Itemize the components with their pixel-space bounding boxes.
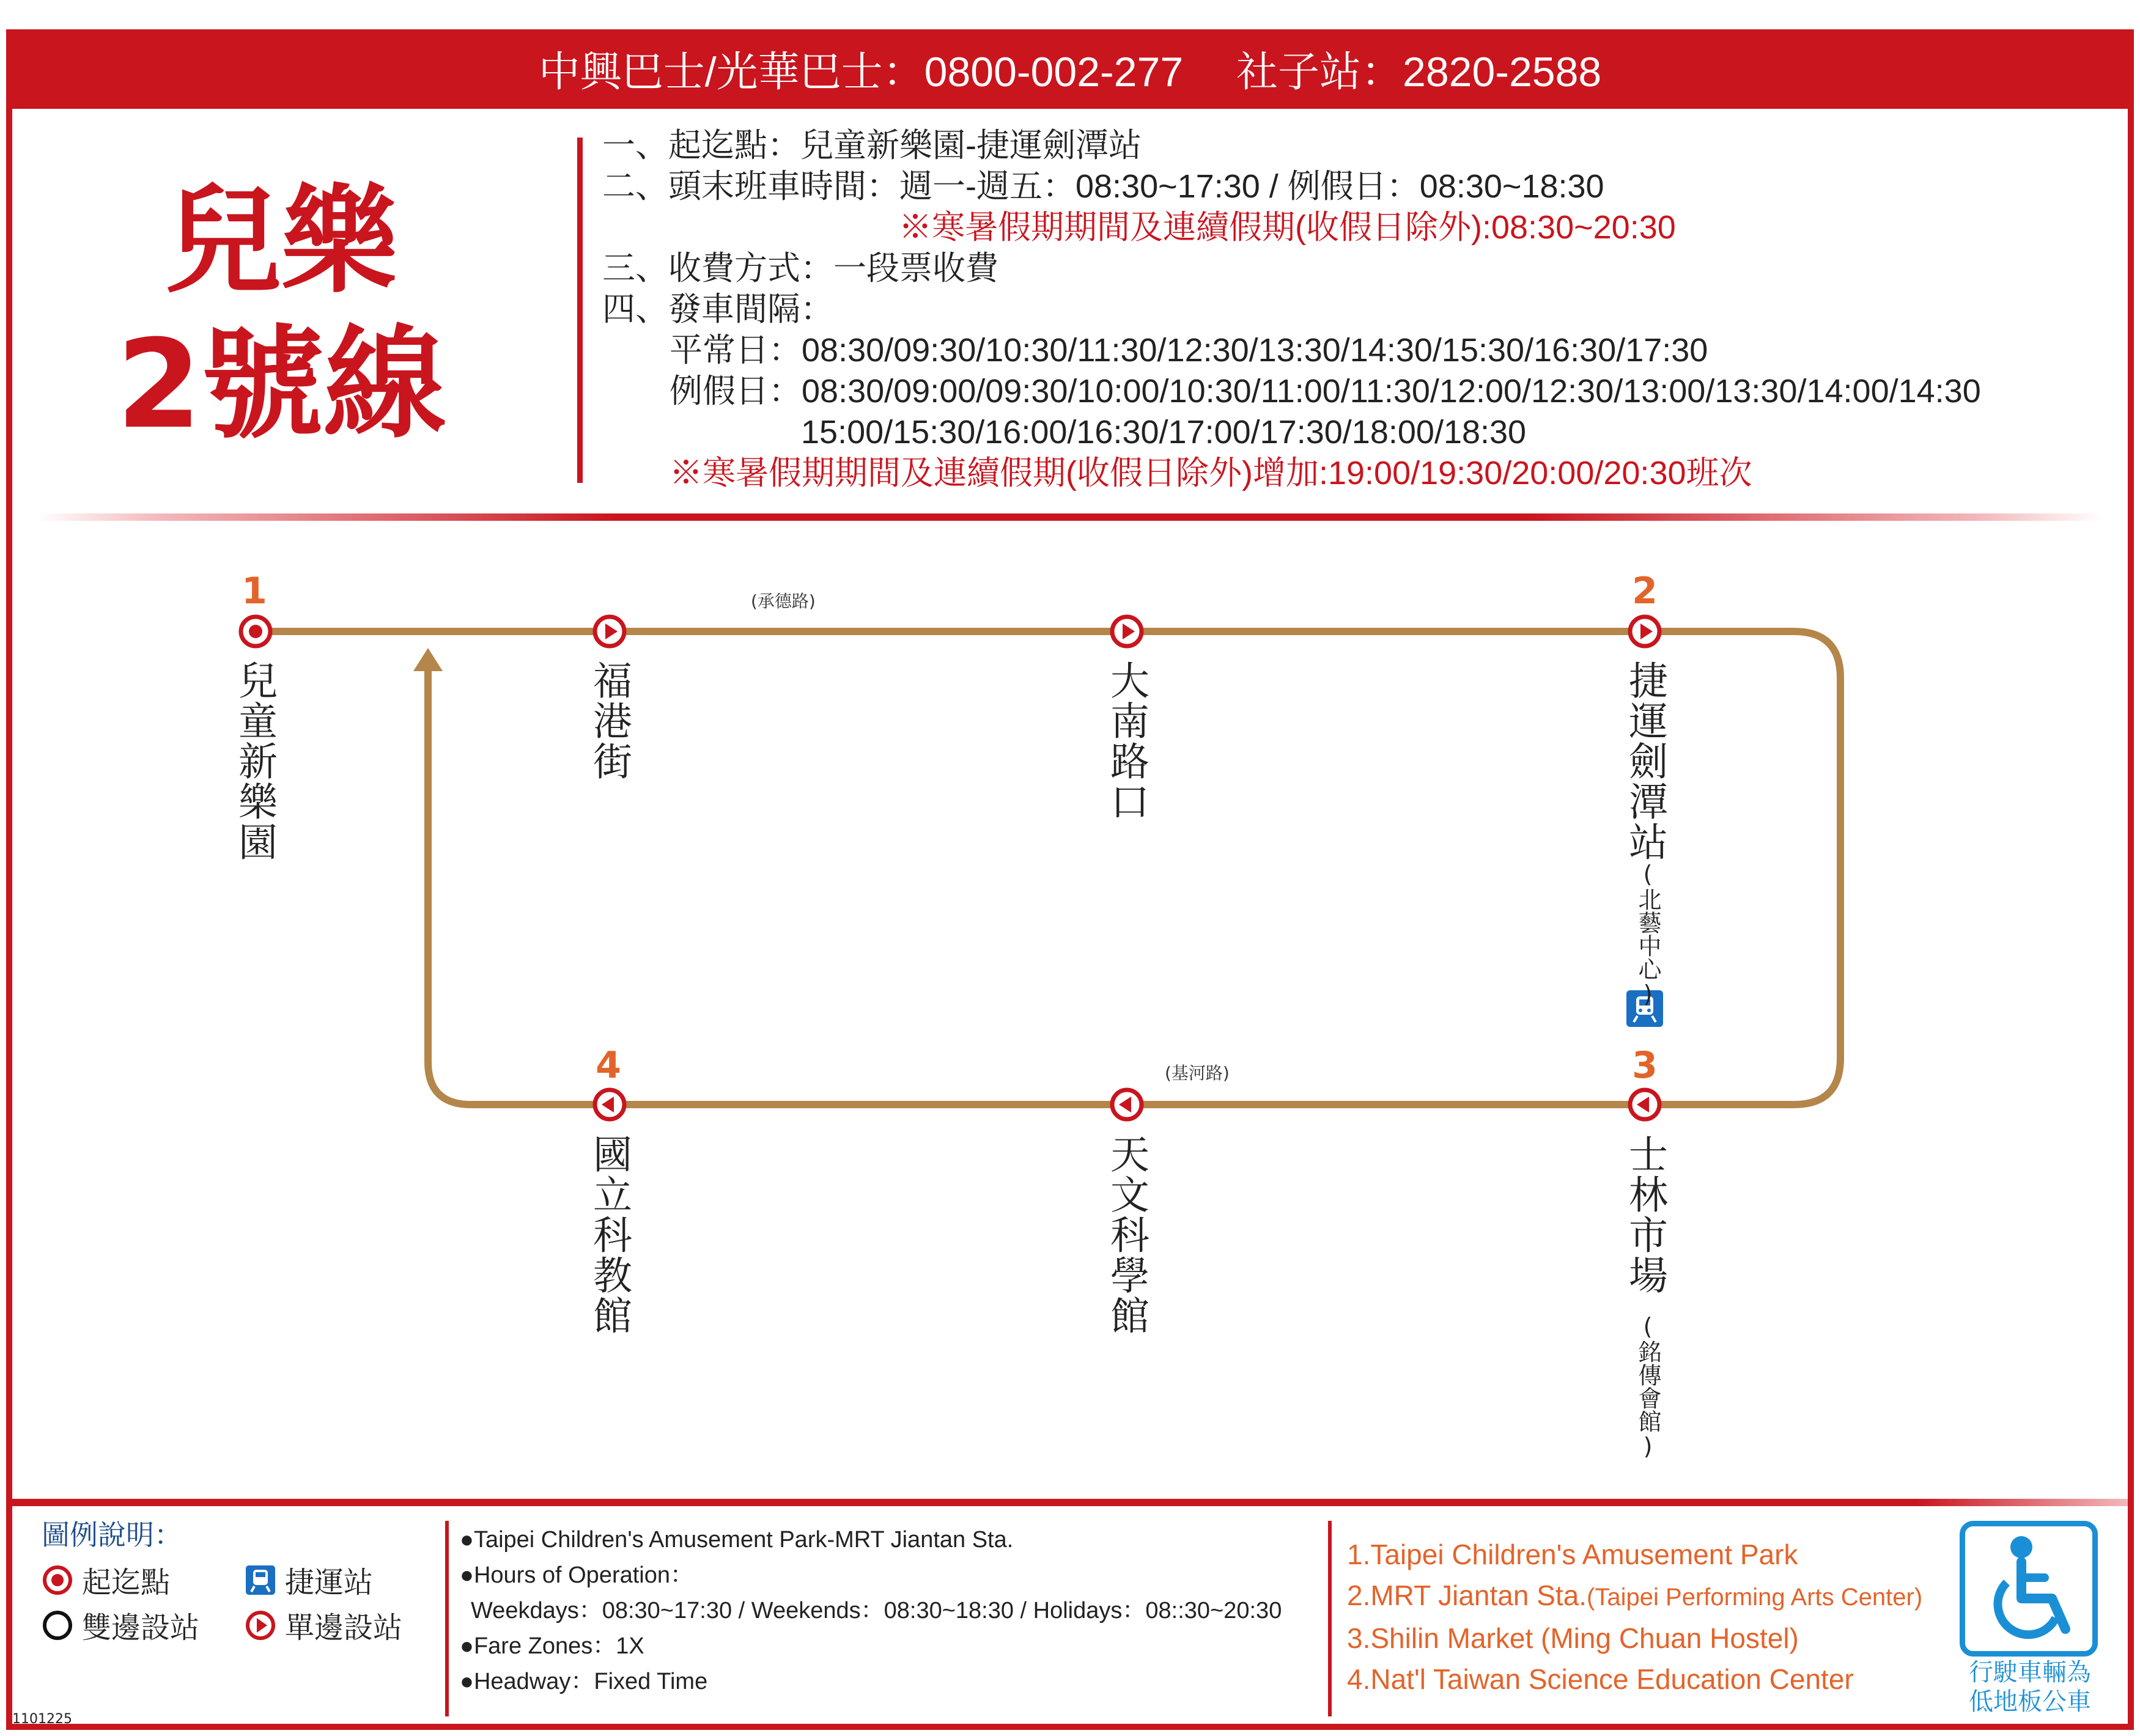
stop-name-s4: 國立科教館 [586, 1134, 632, 1336]
stop-number-4: 4 [596, 1044, 621, 1087]
legend-divider [445, 1521, 449, 1716]
low-floor-line1: 行駛車輛為 [1969, 1659, 2091, 1686]
route-title-line1: 兒樂 [164, 174, 397, 309]
stop-name-danan: 大南路口 [1104, 660, 1149, 822]
info-hours: 二、頭末班車時間：週一-週五：08:30~17:30 / 例假日：08:30~18:30 [602, 168, 1604, 205]
stop-marker-s2 [1630, 617, 1659, 646]
english-hours: Weekdays：08:30~17:30 / Weekends：08:30~18:30 / Holidays：08::30~20:30 [471, 1598, 1282, 1624]
stop-marker-tianwen [1112, 1090, 1142, 1119]
stop-subname-s2: (北藝中心) [1634, 861, 1661, 1007]
low-floor-bus-note [1954, 1658, 2106, 1716]
direction-arrow-icon [413, 648, 443, 671]
legend-both-sides [42, 1604, 199, 1646]
english-info [460, 1522, 1282, 1699]
legend-both-sides-label: 雙邊設站 [82, 1612, 200, 1644]
route-line [256, 631, 1840, 1105]
stoplist-item-2-sub: (Taipei Performing Arts Center) [1587, 1584, 1923, 1611]
bottom-divider [12, 1499, 2128, 1506]
stop-name-s3: 士林市場 [1622, 1134, 1667, 1295]
stop-marker-danan [1112, 617, 1142, 646]
stoplist-item-2 [1347, 1575, 1922, 1618]
stop-number-2: 2 [1632, 570, 1658, 612]
info-weekday-times: 平常日：08:30/09:30/10:30/11:30/12:30/13:30/14:30/15:30/16:30/17:30 [670, 332, 1708, 369]
wheelchair-icon [1960, 1521, 2098, 1657]
road-label-bottom: (基河路) [1165, 1063, 1230, 1083]
legend-one-side [245, 1604, 402, 1646]
english-route: ●Taipei Children's Amusement Park-MRT Jiantan Sta. [460, 1527, 1014, 1553]
terminal-stop-icon [42, 1564, 73, 1596]
info-hours-note: ※寒暑假期期間及連續假期(收假日除外):08:30~20:30 [899, 209, 1676, 246]
stop-marker-fugang [595, 617, 624, 646]
low-floor-line2: 低地板公車 [1969, 1688, 2091, 1715]
document-code: 1101225 [12, 1712, 72, 1727]
info-fare: 三、收費方式：一段票收費 [602, 250, 998, 287]
stoplist-divider [1328, 1521, 1332, 1716]
legend-mrt [245, 1559, 373, 1601]
stop-marker-s1 [241, 617, 270, 646]
info-interval: 四、發車間隔： [602, 291, 833, 328]
stoplist-item-4: 4.Nat'l Taiwan Science Education Center [1347, 1663, 1854, 1695]
stop-subname-s3: (銘傳會館) [1634, 1313, 1661, 1460]
stoplist-item-3: 3.Shilin Market (Ming Chuan Hostel) [1347, 1622, 1799, 1654]
stop-name-fugang: 福港街 [586, 660, 632, 781]
legend-terminal [42, 1559, 170, 1601]
legend-one-side-label: 單邊設站 [285, 1612, 403, 1644]
both-sides-stop-icon [42, 1609, 73, 1641]
english-fare: ●Fare Zones：1X [460, 1633, 644, 1659]
english-headway: ●Headway：Fixed Time [460, 1669, 708, 1694]
english-hours-label: ●Hours of Operation： [460, 1562, 694, 1588]
english-stop-list [1347, 1534, 1922, 1700]
legend-title: 圖例說明： [42, 1519, 182, 1551]
stop-name-tianwen: 天文科學館 [1104, 1134, 1149, 1336]
legend-terminal-label: 起迄點 [82, 1567, 171, 1599]
info-holiday-times: 例假日：08:30/09:00/09:30/10:00/10:30/11:00/11:30/12:00/12:30/13:00/13:30/14:00/14:30 [670, 373, 1981, 410]
stop-number-3: 3 [1632, 1044, 1658, 1087]
contact-banner: 中興巴士/光華巴士：0800-002-277 社子站：2820-2588 [12, 35, 2128, 109]
route-title-line2: 2號線 [116, 314, 446, 456]
legend-mrt-label: 捷運站 [285, 1567, 374, 1599]
info-endpoints: 一、起迄點：兒童新樂園-捷運劍潭站 [602, 127, 1142, 164]
one-side-stop-icon [245, 1609, 276, 1641]
stop-name-s1: 兒童新樂園 [232, 660, 277, 862]
mrt-icon [245, 1564, 276, 1596]
stop-name-s2: 捷運劍潭站 [1622, 660, 1667, 862]
road-label-top: (承德路) [751, 591, 816, 611]
info-holiday-note: ※寒暑假期期間及連續假期(收假日除外)增加:19:00/19:30/20:00/20:30班次 [670, 455, 1752, 491]
stop-number-1: 1 [242, 570, 267, 612]
info-holiday-times-cont: 15:00/15:30/16:00/16:30/17:00/17:30/18:00/18:30 [801, 414, 1527, 451]
stoplist-item-1: 1.Taipei Children's Amusement Park [1347, 1539, 1798, 1570]
stop-marker-s4 [595, 1090, 624, 1119]
stoplist-item-2-name: 2.MRT Jiantan Sta. [1347, 1580, 1587, 1611]
stop-marker-s3 [1630, 1090, 1659, 1119]
